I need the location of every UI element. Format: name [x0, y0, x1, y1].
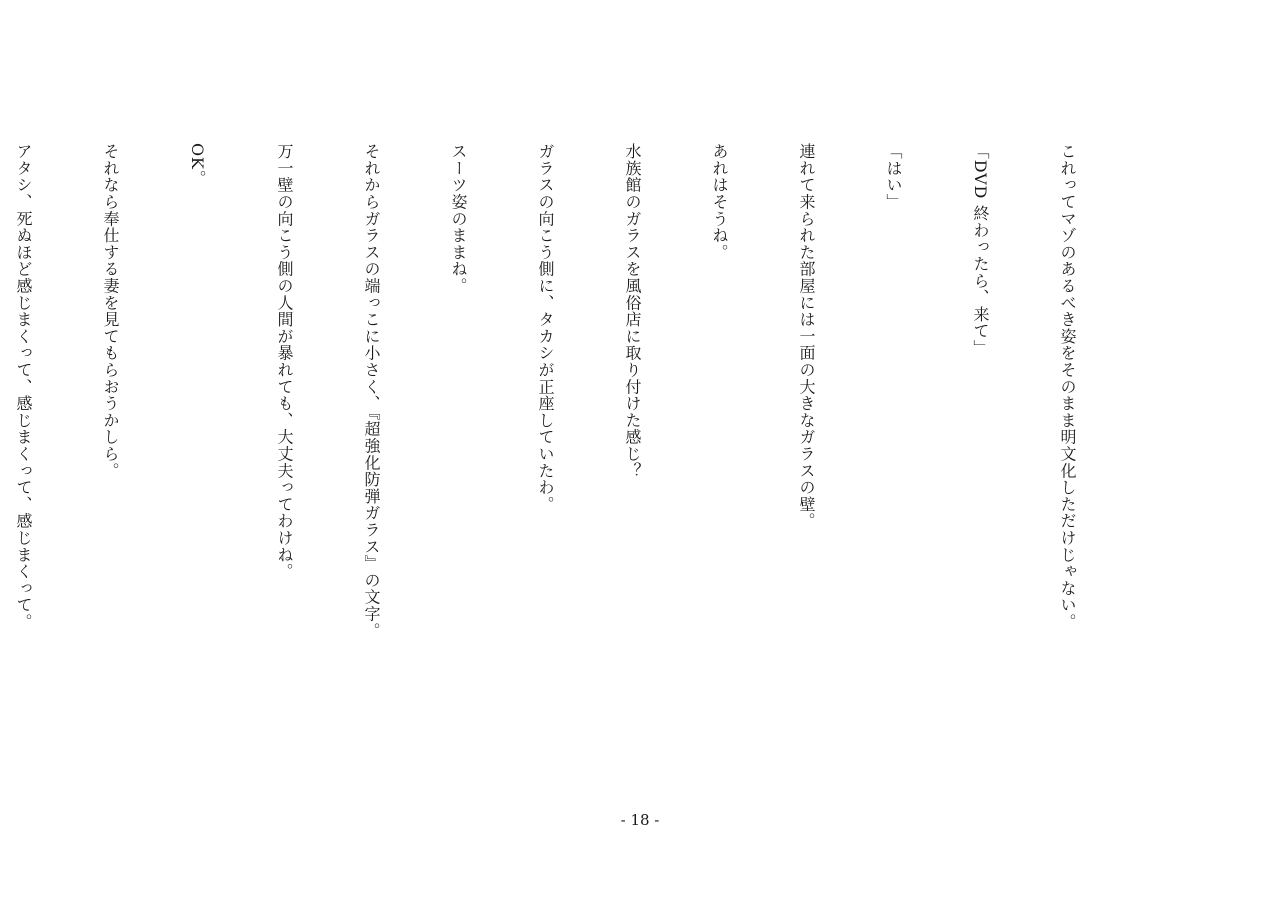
text-line: それなら奉仕する妻を見てもらおうかしら。 — [101, 143, 120, 479]
page-number: - 18 - — [620, 811, 660, 829]
text-line: 万一壁の向こう側の人間が暴れても、大丈夫ってわけね。 — [275, 143, 294, 580]
text-line: 水族館のガラスを風俗店に取り付けた感じ？ — [623, 143, 642, 479]
text-line: 連れて来られた部屋には一面の大きなガラスの壁。 — [797, 143, 816, 530]
text-line: スーツ姿のままね。 — [449, 143, 468, 295]
text-line: これってマゾのあるべき姿をそのまま明文化しただけじゃない。 — [1058, 143, 1077, 631]
text-line: ガラスの向こう側に、タカシが正座していたわ。 — [536, 143, 555, 513]
text-line: アタシ、死ぬほど感じまくって、感じまくって、感じまくって。 — [14, 143, 33, 631]
text-line: 「はい」 — [884, 143, 903, 211]
text-line: 「DVD 終わったら、来て」 — [971, 143, 990, 357]
text-line: OK。 — [188, 143, 207, 187]
vertical-text-body — [0, 143, 1140, 783]
text-line: あれはそうね。 — [710, 143, 729, 261]
text-line: それからガラスの端っこに小さく、『超強化防弾ガラス』の文字。 — [362, 143, 381, 639]
